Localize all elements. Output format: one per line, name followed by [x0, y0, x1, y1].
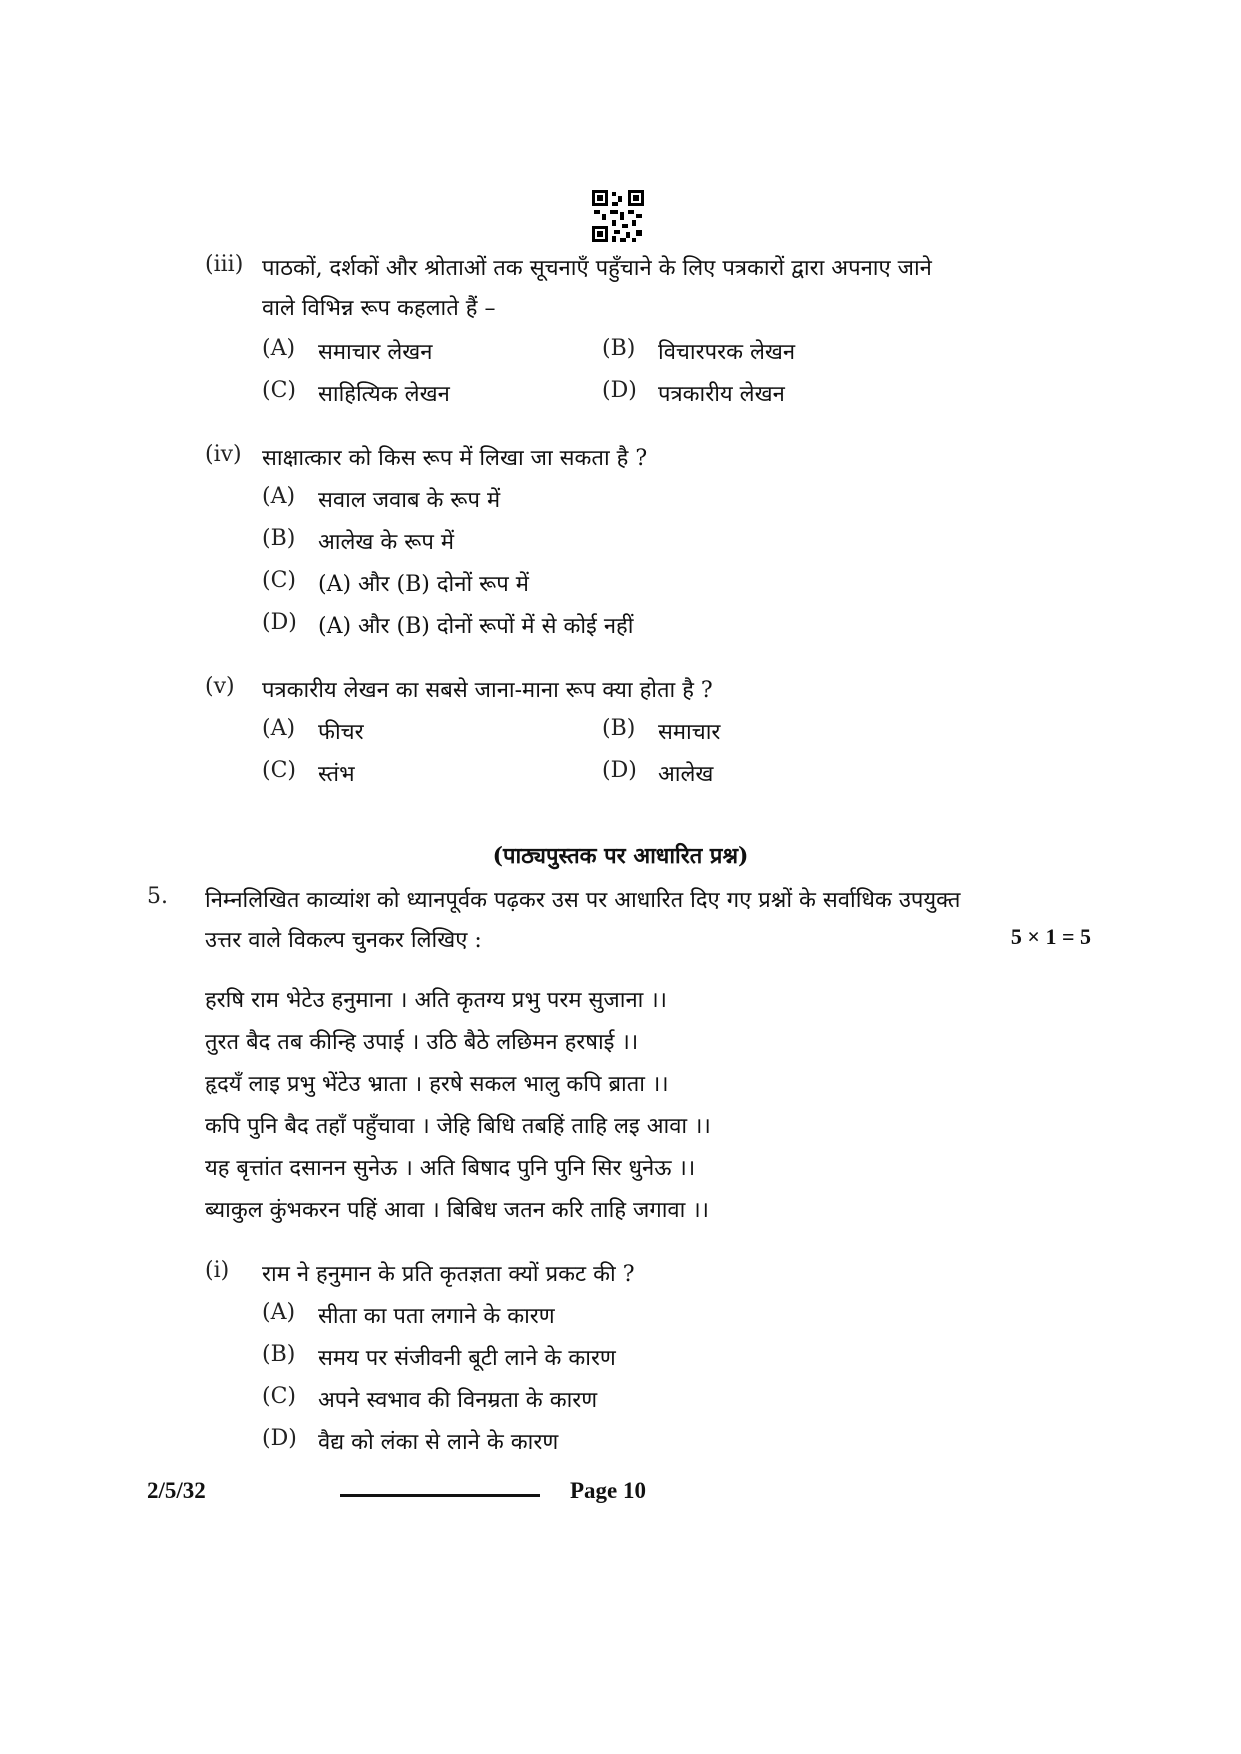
qr-code-icon [592, 190, 644, 242]
option-label: (B) [262, 526, 296, 551]
verse-line: कपि पुनि बैद तहाँ पहुँचावा । जेहि बिधि तबहिं ताहि लइ आवा ।। [205, 1114, 711, 1139]
question-text: साक्षात्कार को किस रूप में लिखा जा सकता है ? [262, 446, 648, 471]
option-label: (C) [262, 378, 296, 403]
option-label: (A) [262, 336, 296, 361]
option-text: वैद्य को लंका से लाने के कारण [318, 1430, 559, 1455]
option-text: पत्रकारीय लेखन [658, 382, 785, 407]
option-text: अपने स्वभाव की विनम्रता के कारण [318, 1388, 598, 1413]
verse-line: यह बृत्तांत दसानन सुनेऊ । अति बिषाद पुनि पुनि सिर धुनेऊ ।। [205, 1156, 696, 1181]
option-text: फीचर [318, 720, 364, 745]
paper-code: 2/5/32 [147, 1478, 206, 1503]
question-text: पाठकों, दर्शकों और श्रोताओं तक सूचनाएँ पहुँचाने के लिए पत्रकारों द्वारा अपनाए जाने [262, 256, 932, 281]
question-text-cont: वाले विभिन्न रूप कहलाते हैं – [262, 296, 496, 321]
option-label: (A) [262, 716, 296, 741]
option-label: (B) [602, 716, 636, 741]
option-text: आलेख के रूप में [318, 530, 455, 555]
verse-line: ब्याकुल कुंभकरन पहिं आवा । बिबिध जतन करि ताहि जगावा ।। [205, 1198, 710, 1223]
option-text: (A) और (B) दोनों रूपों में से कोई नहीं [318, 614, 634, 639]
marks-allocation: 5 × 1 = 5 [1010, 924, 1091, 949]
option-label: (D) [602, 378, 637, 403]
option-label: (D) [602, 758, 637, 783]
option-text: (A) और (B) दोनों रूप में [318, 572, 529, 597]
question-text-cont: उत्तर वाले विकल्प चुनकर लिखिए : [205, 928, 482, 953]
question-number: (iv) [205, 442, 242, 467]
option-label: (C) [262, 568, 296, 593]
option-text: समाचार [658, 720, 721, 745]
option-label: (D) [262, 1426, 297, 1451]
option-label: (B) [262, 1342, 296, 1367]
verse-line: हृदयँ लाइ प्रभु भेंटेउ भ्राता । हरषे सकल भालु कपि ब्राता ।। [205, 1072, 669, 1097]
option-label: (B) [602, 336, 636, 361]
option-text: स्तंभ [318, 762, 355, 787]
option-text: साहित्यिक लेखन [318, 382, 450, 407]
option-label: (A) [262, 1300, 296, 1325]
option-label: (C) [262, 758, 296, 783]
option-text: आलेख [658, 762, 714, 787]
page-number: Page 10 [570, 1478, 647, 1503]
option-text: सीता का पता लगाने के कारण [318, 1304, 555, 1329]
option-label: (A) [262, 484, 296, 509]
question-text: पत्रकारीय लेखन का सबसे जाना-माना रूप क्या होता है ? [262, 678, 713, 703]
verse-line: तुरत बैद तब कीन्हि उपाई । उठि बैठे लछिमन हरषाई ।। [205, 1030, 639, 1055]
option-label: (D) [262, 610, 297, 635]
section-heading: (पाठ्यपुस्तक पर आधारित प्रश्न) [492, 843, 749, 869]
option-text: समय पर संजीवनी बूटी लाने के कारण [318, 1346, 616, 1371]
verse-line: हरषि राम भेटेउ हनुमाना । अति कृतग्य प्रभु परम सुजाना ।। [205, 988, 668, 1013]
option-text: समाचार लेखन [318, 340, 433, 365]
question-number: (v) [205, 674, 235, 699]
question-number: 5. [147, 884, 168, 909]
question-text: राम ने हनुमान के प्रति कृतज्ञता क्यों प्रकट की ? [262, 1262, 635, 1287]
option-text: विचारपरक लेखन [658, 340, 796, 365]
option-label: (C) [262, 1384, 296, 1409]
footer-divider [340, 1494, 540, 1497]
question-number: (iii) [205, 252, 244, 277]
question-text: निम्नलिखित काव्यांश को ध्यानपूर्वक पढ़कर उस पर आधारित दिए गए प्रश्नों के सर्वाधिक उपयुक्त [205, 888, 961, 913]
question-number: (i) [205, 1258, 230, 1283]
option-text: सवाल जवाब के रूप में [318, 488, 501, 513]
